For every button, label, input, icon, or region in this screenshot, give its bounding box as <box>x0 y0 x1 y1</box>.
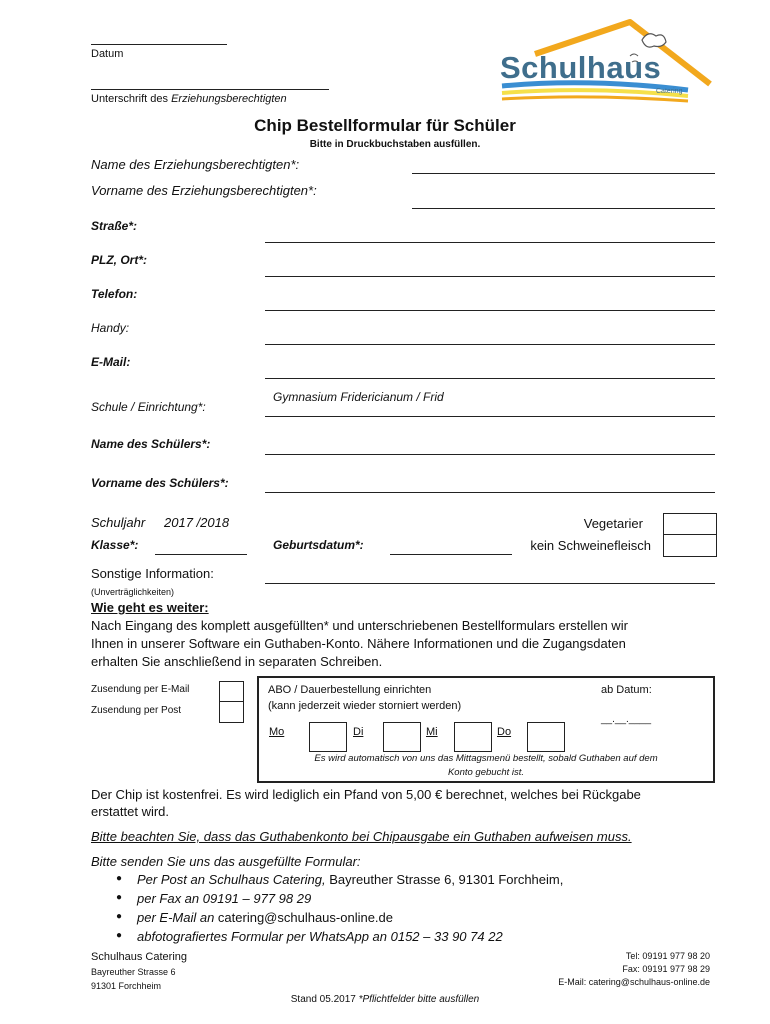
chip-info-line-2: erstattet wird. <box>91 804 170 819</box>
label-zusendung-post: Zusendung per Post <box>91 705 182 716</box>
checkbox-day-di[interactable] <box>383 722 421 752</box>
logo-sub: Catering <box>656 88 683 95</box>
abo-date-input[interactable]: __.__.____ <box>601 714 652 725</box>
schule-value[interactable]: Gymnasium Fridericianum / Frid <box>273 390 444 404</box>
send-intro: Bitte senden Sie uns das ausgefüllte Formular: <box>91 854 361 869</box>
input-geburtsdatum[interactable] <box>390 554 512 555</box>
label-email: E-Mail: <box>91 355 131 369</box>
footer-tel: Tel: 09191 977 98 20 <box>625 951 710 961</box>
datum-line[interactable] <box>91 44 227 45</box>
footer-company: Schulhaus Catering <box>91 951 188 963</box>
input-name-schueler[interactable] <box>265 454 715 455</box>
checkbox-day-mi[interactable] <box>454 722 492 752</box>
input-strasse[interactable] <box>265 242 715 243</box>
next-steps-heading: Wie geht es weiter: <box>91 600 209 615</box>
input-handy[interactable] <box>265 344 715 345</box>
input-name-parent[interactable] <box>412 173 715 174</box>
input-plz-ort[interactable] <box>265 276 715 277</box>
label-vorname-parent: Vorname des Erziehungsberechtigten*: <box>91 183 317 198</box>
checkbox-vegetarier[interactable] <box>663 513 717 536</box>
label-name-parent: Name des Erziehungsberechtigten*: <box>91 157 300 172</box>
next-steps-line-3: erhalten Sie anschließend in separaten Schreiben. <box>91 654 383 669</box>
label-sonstige: Sonstige Information: <box>91 566 214 581</box>
form-subtitle: Bitte in Druckbuchstaben ausfüllen. <box>309 139 481 150</box>
input-sonstige[interactable] <box>265 583 715 584</box>
label-vegetarier: Vegetarier <box>583 516 643 531</box>
schulhaus-logo <box>490 14 715 104</box>
label-plz-ort: PLZ, Ort*: <box>91 253 147 267</box>
chip-info-line-1: Der Chip ist kostenfrei. Es wird lediglich ein Pfand von 5,00 € berechnet, welches bei Rückgabe <box>91 787 641 802</box>
label-klasse: Klasse*: <box>91 538 139 552</box>
abo-note-line-1: Es wird automatisch von uns das Mittagsmenü bestellt, sobald Guthaben auf dem <box>314 753 658 764</box>
bullet-icon: ● <box>116 930 123 941</box>
label-schuljahr: Schuljahr <box>91 515 146 530</box>
checkbox-zusendung-email[interactable] <box>219 681 244 703</box>
datum-label: Datum <box>91 48 124 60</box>
send-item-post: Per Post an Schulhaus Catering, Bayreuther Strasse 6, 91301 Forchheim, <box>137 872 564 887</box>
input-vorname-schueler[interactable] <box>265 492 715 493</box>
send-item-whatsapp: abfotografiertes Formular per WhatsApp an 0152 – 33 90 74 22 <box>137 929 503 944</box>
input-vorname-parent[interactable] <box>412 208 715 209</box>
next-steps-line-2: Ihnen in unserer Software ein Guthaben-Konto. Nähere Informationen und die Zugangsdaten <box>91 636 626 651</box>
abo-ab-datum-label: ab Datum: <box>601 684 652 696</box>
label-zusendung-email: Zusendung per E-Mail <box>91 684 190 695</box>
label-telefon: Telefon: <box>91 287 138 301</box>
signature-line[interactable] <box>91 89 329 90</box>
checkbox-day-do[interactable] <box>527 722 565 752</box>
input-email[interactable] <box>265 378 715 379</box>
checkbox-day-mo[interactable] <box>309 722 347 752</box>
bullet-icon: ● <box>116 873 123 884</box>
abo-day-di-label: Di <box>353 726 364 738</box>
send-item-fax: per Fax an 09191 – 977 98 29 <box>137 891 312 906</box>
abo-subtitle: (kann jederzeit wieder storniert werden) <box>268 700 462 712</box>
abo-day-do-label: Do <box>497 726 512 738</box>
abo-day-mo-label: Mo <box>269 726 285 738</box>
label-geburtsdatum: Geburtsdatum*: <box>273 538 364 552</box>
footer-email: E-Mail: catering@schulhaus-online.de <box>558 977 710 987</box>
input-klasse[interactable] <box>155 554 247 555</box>
label-strasse: Straße*: <box>91 219 138 233</box>
abo-box <box>257 676 715 783</box>
label-unvertraeglich: (Unverträglichkeiten) <box>91 587 175 597</box>
abo-title: ABO / Dauerbestellung einrichten <box>268 684 432 696</box>
form-title: Chip Bestellformular für Schüler <box>254 116 516 135</box>
footer-street: Bayreuther Strasse 6 <box>91 967 176 977</box>
chef-hat-icon <box>642 34 666 47</box>
input-schule[interactable] <box>265 416 715 417</box>
label-vorname-schueler: Vorname des Schülers*: <box>91 476 229 490</box>
signature-label: Unterschrift des Erziehungsberechtigten <box>91 93 287 105</box>
label-name-schueler: Name des Schülers*: <box>91 437 211 451</box>
next-steps-line-1: Nach Eingang des komplett ausgefüllten* und unterschriebenen Bestellformulars erstellen wir <box>91 618 628 633</box>
send-item-email: per E-Mail an catering@schulhaus-online.de <box>137 910 394 925</box>
checkbox-kein-schweinefleisch[interactable] <box>663 534 717 557</box>
bullet-icon: ● <box>116 911 123 922</box>
chip-notice: Bitte beachten Sie, dass das Guthabenkonto bei Chipausgabe ein Guthaben aufweisen muss. <box>91 829 632 844</box>
footer-stand: Stand 05.2017 *Pflichtfelder bitte ausfüllen <box>290 994 480 1005</box>
abo-day-mi-label: Mi <box>426 726 438 738</box>
abo-note-line-2: Konto gebucht ist. <box>447 767 525 778</box>
bullet-icon: ● <box>116 892 123 903</box>
schuljahr-value[interactable]: 2017 /2018 <box>164 515 230 530</box>
logo-name: Schulhaus <box>500 50 662 85</box>
input-telefon[interactable] <box>265 310 715 311</box>
footer-fax: Fax: 09191 977 98 29 <box>622 964 710 974</box>
label-kein-schweinefleisch: kein Schweinefleisch <box>530 538 651 553</box>
label-handy: Handy: <box>91 321 130 335</box>
label-schule: Schule / Einrichtung*: <box>91 400 206 414</box>
checkbox-zusendung-post[interactable] <box>219 701 244 723</box>
footer-city: 91301 Forchheim <box>91 981 162 991</box>
